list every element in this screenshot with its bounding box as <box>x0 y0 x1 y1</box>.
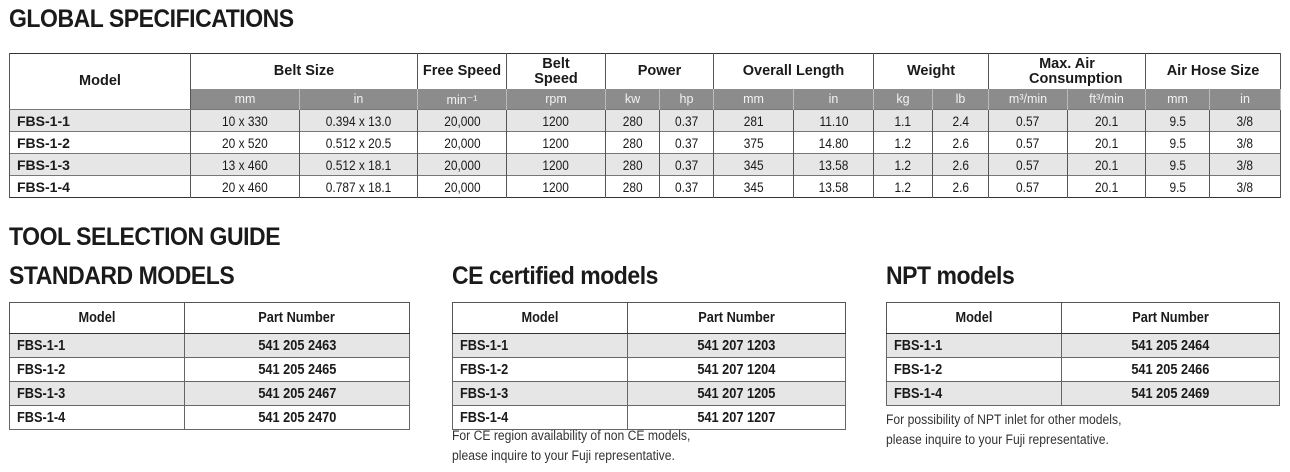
spec-value-cell: 1.2 <box>874 176 933 198</box>
spec-value-cell: 1200 <box>507 154 606 176</box>
header-air-hose-size: Air Hose Size <box>1146 54 1281 90</box>
model-cell: FBS-1-1 <box>887 334 1062 358</box>
unit-cell: m³/min <box>989 89 1068 110</box>
model-cell: FBS-1-2 <box>887 358 1062 382</box>
spec-model-cell: FBS-1-4 <box>10 176 191 198</box>
spec-value-cell: 0.57 <box>989 110 1068 132</box>
header-max-air-consumption: Max. Air Consumption <box>989 54 1146 90</box>
npt-models-title: NPT models <box>886 262 1015 290</box>
spec-row <box>10 110 1281 132</box>
spec-value-cell: 20 x 460 <box>191 176 300 198</box>
spec-value-cell: 20,000 <box>418 154 507 176</box>
spec-value-cell: 0.57 <box>989 176 1068 198</box>
spec-value-cell: 0.57 <box>989 154 1068 176</box>
spec-value-cell: 280 <box>606 154 660 176</box>
unit-cell: kw <box>606 89 660 110</box>
model-cell: FBS-1-1 <box>10 334 185 358</box>
spec-value-cell: 3/8 <box>1210 176 1281 198</box>
spec-value-cell: 10 x 330 <box>191 110 300 132</box>
spec-value-cell: 20.1 <box>1068 154 1146 176</box>
model-cell: FBS-1-3 <box>453 382 628 406</box>
spec-value-cell: 0.37 <box>660 176 714 198</box>
spec-value-cell: 1200 <box>507 132 606 154</box>
spec-value-cell: 0.787 x 18.1 <box>300 176 418 198</box>
npt-col-part-number: Part Number <box>1062 303 1280 334</box>
spec-value-cell: 20,000 <box>418 132 507 154</box>
npt-row <box>887 358 1280 382</box>
ce-col-model: Model <box>453 303 628 334</box>
header-free-speed: Free Speed <box>418 54 507 90</box>
spec-value-cell: 9.5 <box>1146 176 1210 198</box>
spec-value-cell: 13.58 <box>794 176 874 198</box>
unit-cell: mm <box>191 89 300 110</box>
part-number-cell: 541 205 2463 <box>185 334 410 358</box>
spec-value-cell: 280 <box>606 110 660 132</box>
ce-note-line2: please inquire to your Fuji representative. <box>452 448 675 463</box>
unit-cell: rpm <box>507 89 606 110</box>
spec-value-cell: 9.5 <box>1146 132 1210 154</box>
model-cell: FBS-1-2 <box>10 358 185 382</box>
spec-value-cell: 11.10 <box>794 110 874 132</box>
ce-row <box>453 382 846 406</box>
npt-models-table <box>886 302 1280 406</box>
unit-cell: in <box>794 89 874 110</box>
unit-cell: ft³/min <box>1068 89 1146 110</box>
spec-value-cell: 345 <box>714 154 794 176</box>
spec-value-cell: 280 <box>606 132 660 154</box>
npt-row <box>887 334 1280 358</box>
model-cell: FBS-1-3 <box>10 382 185 406</box>
model-cell: FBS-1-4 <box>453 406 628 430</box>
standard-models-title: STANDARD MODELS <box>9 262 235 290</box>
spec-model-cell: FBS-1-3 <box>10 154 191 176</box>
global-specifications-table <box>9 53 1281 198</box>
part-number-cell: 541 207 1205 <box>628 382 846 406</box>
npt-row <box>887 382 1280 406</box>
spec-value-cell: 345 <box>714 176 794 198</box>
header-belt-size: Belt Size <box>191 54 418 90</box>
spec-value-cell: 1200 <box>507 176 606 198</box>
spec-value-cell: 3/8 <box>1210 154 1281 176</box>
spec-value-cell: 375 <box>714 132 794 154</box>
unit-cell: lb <box>933 89 989 110</box>
header-power: Power <box>606 54 714 90</box>
spec-value-cell: 9.5 <box>1146 154 1210 176</box>
spec-value-cell: 1.2 <box>874 154 933 176</box>
unit-cell: mm <box>714 89 794 110</box>
unit-cell: mm <box>1146 89 1210 110</box>
spec-value-cell: 0.37 <box>660 154 714 176</box>
standard-col-model: Model <box>10 303 185 334</box>
part-number-cell: 541 205 2467 <box>185 382 410 406</box>
header-model: Model <box>10 54 191 110</box>
part-number-cell: 541 207 1207 <box>628 406 846 430</box>
unit-cell: min⁻¹ <box>418 89 507 110</box>
spec-value-cell: 3/8 <box>1210 132 1281 154</box>
spec-model-cell: FBS-1-1 <box>10 110 191 132</box>
ce-row <box>453 334 846 358</box>
part-number-cell: 541 205 2464 <box>1062 334 1280 358</box>
spec-value-cell: 0.512 x 20.5 <box>300 132 418 154</box>
spec-row <box>10 154 1281 176</box>
spec-value-cell: 0.394 x 13.0 <box>300 110 418 132</box>
spec-value-cell: 20.1 <box>1068 132 1146 154</box>
spec-value-cell: 2.6 <box>933 176 989 198</box>
spec-header-row <box>10 54 1281 90</box>
standard-models-table <box>9 302 410 430</box>
spec-value-cell: 20 x 520 <box>191 132 300 154</box>
spec-model-cell: FBS-1-2 <box>10 132 191 154</box>
ce-note-line1: For CE region availability of non CE models, <box>452 428 691 443</box>
unit-cell: hp <box>660 89 714 110</box>
spec-value-cell: 1.2 <box>874 132 933 154</box>
header-overall-length: Overall Length <box>714 54 874 90</box>
model-cell: FBS-1-4 <box>10 406 185 430</box>
model-cell: FBS-1-1 <box>453 334 628 358</box>
part-number-cell: 541 205 2469 <box>1062 382 1280 406</box>
npt-col-model: Model <box>887 303 1062 334</box>
npt-note-line1: For possibility of NPT inlet for other models, <box>886 412 1122 427</box>
spec-value-cell: 20,000 <box>418 110 507 132</box>
spec-value-cell: 0.37 <box>660 110 714 132</box>
ce-models-title: CE certified models <box>452 262 658 290</box>
unit-cell: kg <box>874 89 933 110</box>
ce-note <box>452 426 690 466</box>
spec-value-cell: 0.37 <box>660 132 714 154</box>
model-cell: FBS-1-4 <box>887 382 1062 406</box>
standard-col-part-number: Part Number <box>185 303 410 334</box>
page-title: GLOBAL SPECIFICATIONS <box>9 5 294 33</box>
part-number-cell: 541 207 1204 <box>628 358 846 382</box>
spec-row <box>10 176 1281 198</box>
spec-value-cell: 20,000 <box>418 176 507 198</box>
spec-value-cell: 3/8 <box>1210 110 1281 132</box>
spec-value-cell: 0.512 x 18.1 <box>300 154 418 176</box>
part-number-cell: 541 205 2470 <box>185 406 410 430</box>
standard-row <box>10 334 410 358</box>
spec-value-cell: 2.4 <box>933 110 989 132</box>
standard-row <box>10 358 410 382</box>
part-number-cell: 541 207 1203 <box>628 334 846 358</box>
spec-value-cell: 14.80 <box>794 132 874 154</box>
part-number-cell: 541 205 2465 <box>185 358 410 382</box>
spec-value-cell: 20.1 <box>1068 176 1146 198</box>
npt-note-line2: please inquire to your Fuji representative. <box>886 432 1109 447</box>
spec-value-cell: 9.5 <box>1146 110 1210 132</box>
ce-col-part-number: Part Number <box>628 303 846 334</box>
spec-value-cell: 2.6 <box>933 132 989 154</box>
spec-value-cell: 1200 <box>507 110 606 132</box>
spec-unit-row <box>10 89 1281 110</box>
header-weight: Weight <box>874 54 989 90</box>
part-number-cell: 541 205 2466 <box>1062 358 1280 382</box>
tool-selection-guide-title: TOOL SELECTION GUIDE <box>9 223 281 251</box>
model-cell: FBS-1-2 <box>453 358 628 382</box>
unit-cell: in <box>300 89 418 110</box>
npt-note <box>886 410 1121 450</box>
standard-row <box>10 406 410 430</box>
spec-value-cell: 280 <box>606 176 660 198</box>
spec-value-cell: 13 x 460 <box>191 154 300 176</box>
header-belt-speed: Belt Speed <box>507 54 606 90</box>
unit-cell: in <box>1210 89 1281 110</box>
ce-row <box>453 358 846 382</box>
spec-value-cell: 13.58 <box>794 154 874 176</box>
spec-value-cell: 1.1 <box>874 110 933 132</box>
spec-value-cell: 281 <box>714 110 794 132</box>
spec-value-cell: 0.57 <box>989 132 1068 154</box>
spec-value-cell: 20.1 <box>1068 110 1146 132</box>
standard-row <box>10 382 410 406</box>
ce-models-table <box>452 302 846 430</box>
spec-row <box>10 132 1281 154</box>
spec-value-cell: 2.6 <box>933 154 989 176</box>
